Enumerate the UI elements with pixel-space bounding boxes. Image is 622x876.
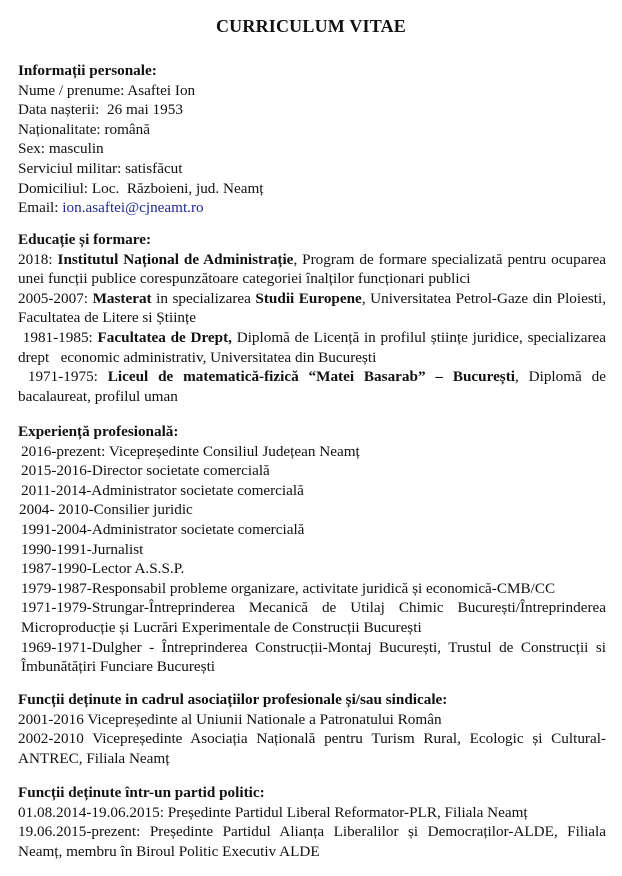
section-heading-experience: Experiență profesională:: [18, 423, 179, 440]
sex-label: Sex:: [18, 140, 49, 158]
name-row: [18, 81, 606, 101]
education-institution: Liceul de matematică-fizică “Matei Basarab” – București: [107, 368, 515, 386]
education-item: [18, 289, 606, 328]
section-heading-education: Educație și formare:: [18, 231, 152, 248]
experience-item: 2004- 2010-Consilier juridic: [19, 501, 193, 519]
education-details: , Diplomă de bacalaureat, profilul uman: [18, 368, 610, 405]
section-heading-political: Funcții deținute într-un partid politic:: [18, 784, 265, 801]
experience-item: 1971-1979-Strungar-Întreprinderea Mecanică de Utilaj Chimic București/Întreprinderea Microproducție și Lucrări Experimentale de Construcții București: [21, 599, 606, 636]
birth-row: [18, 100, 606, 120]
political-item: 19.06.2015-prezent: Președinte Partidul Alianța Liberalilor și Democraților-ALDE, Filiala Neamț, membru în Biroul Politic Executiv ALDE: [18, 823, 606, 860]
education-period: 1981-1985:: [18, 328, 98, 346]
email-label: Email:: [18, 199, 63, 217]
sex-value: masculin: [48, 140, 104, 158]
education-item: [18, 328, 610, 367]
nationality-label: Naționalitate:: [18, 120, 105, 138]
document-title: CURRICULUM VITAE: [215, 16, 407, 36]
experience-item: 1979-1987-Responsabil probleme organizare, activitate juridică și economică-CMB/CC: [21, 579, 556, 597]
section-experience: [18, 422, 606, 677]
nationality-value: română: [104, 120, 150, 138]
nationality-row: [18, 120, 606, 140]
sex-row: [18, 139, 606, 159]
residence-label: Domiciliul:: [18, 179, 92, 197]
education-institution: Facultatea de Drept,: [97, 328, 232, 346]
education-item: [18, 367, 610, 406]
section-education: [18, 230, 610, 406]
education-institution: Institutul Național de Administrație: [57, 250, 294, 268]
residence-row: [18, 179, 606, 199]
education-period: 2018:: [18, 250, 58, 268]
experience-item: 1969-1971-Dulgher - Întreprinderea Construcții-Montaj București, Trustul de Construcții si Îmbunătățiri Funciare București: [21, 638, 606, 676]
military-row: [18, 159, 606, 179]
military-label: Serviciul militar:: [18, 159, 126, 177]
birth-label: Data nașterii:: [18, 101, 107, 119]
education-details: , Universitatea Petrol-Gaze din Ploiesti, Facultatea de Litere si Științe: [18, 289, 606, 327]
email-link[interactable]: ion.asaftei@cjneamt.ro: [62, 199, 204, 217]
education-details: Diplomă de Licență in profilul științe juridice, specializarea drept economic administrativ, Universitatea din București: [18, 328, 610, 366]
name-label: Nume / prenume:: [18, 81, 128, 99]
education-field: Studii Europene: [255, 289, 362, 307]
experience-item: 2016-prezent: Vicepreședinte Consiliul Județean Neamț: [21, 442, 360, 460]
association-item: 2001-2016 Vicepreședinte al Uniunii Nationale a Patronatului Român: [18, 710, 442, 728]
section-heading-personal: Informații personale:: [18, 62, 157, 79]
name-value: Asaftei Ion: [127, 81, 196, 99]
military-value: satisfăcut: [125, 159, 183, 177]
section-personal-info: [18, 61, 606, 218]
education-period: 1971-1975:: [18, 368, 108, 386]
residence-value: Loc. Războieni, jud. Neamț: [91, 179, 264, 197]
education-degree: Masterat: [92, 289, 152, 307]
section-political: [18, 783, 606, 861]
section-heading-associations: Funcții deținute in cadrul asociațiilor profesionale și/sau sindicale:: [18, 691, 448, 708]
association-item: 2002-2010 Vicepreședinte Asociația Națională pentru Turism Rural, Ecologic și Cultural-ANTREC, Filiala Neamț: [18, 730, 606, 767]
experience-item: 1990-1991-Jurnalist: [21, 540, 144, 558]
birth-value: 26 mai 1953: [106, 101, 183, 119]
experience-item: 1991-2004-Administrator societate comercială: [21, 520, 305, 538]
education-item: [18, 250, 606, 289]
political-item: 01.08.2014-19.06.2015: Președinte Partidul Liberal Reformator-PLR, Filiala Neamț: [18, 803, 528, 821]
experience-item: 2011-2014-Administrator societate comercială: [21, 481, 304, 499]
education-details: , Program de formare specializată pentru ocuparea unei funcții publice corespunzătoare categoriei înalților funcționari publici: [18, 250, 606, 288]
experience-item: 2015-2016-Director societate comercială: [21, 462, 270, 480]
experience-item: 1987-1990-Lector A.S.S.P.: [21, 560, 185, 578]
education-period: 2005-2007:: [18, 289, 93, 307]
email-row: [18, 198, 606, 218]
section-associations: [18, 690, 606, 768]
education-details: in specializarea: [151, 289, 256, 307]
